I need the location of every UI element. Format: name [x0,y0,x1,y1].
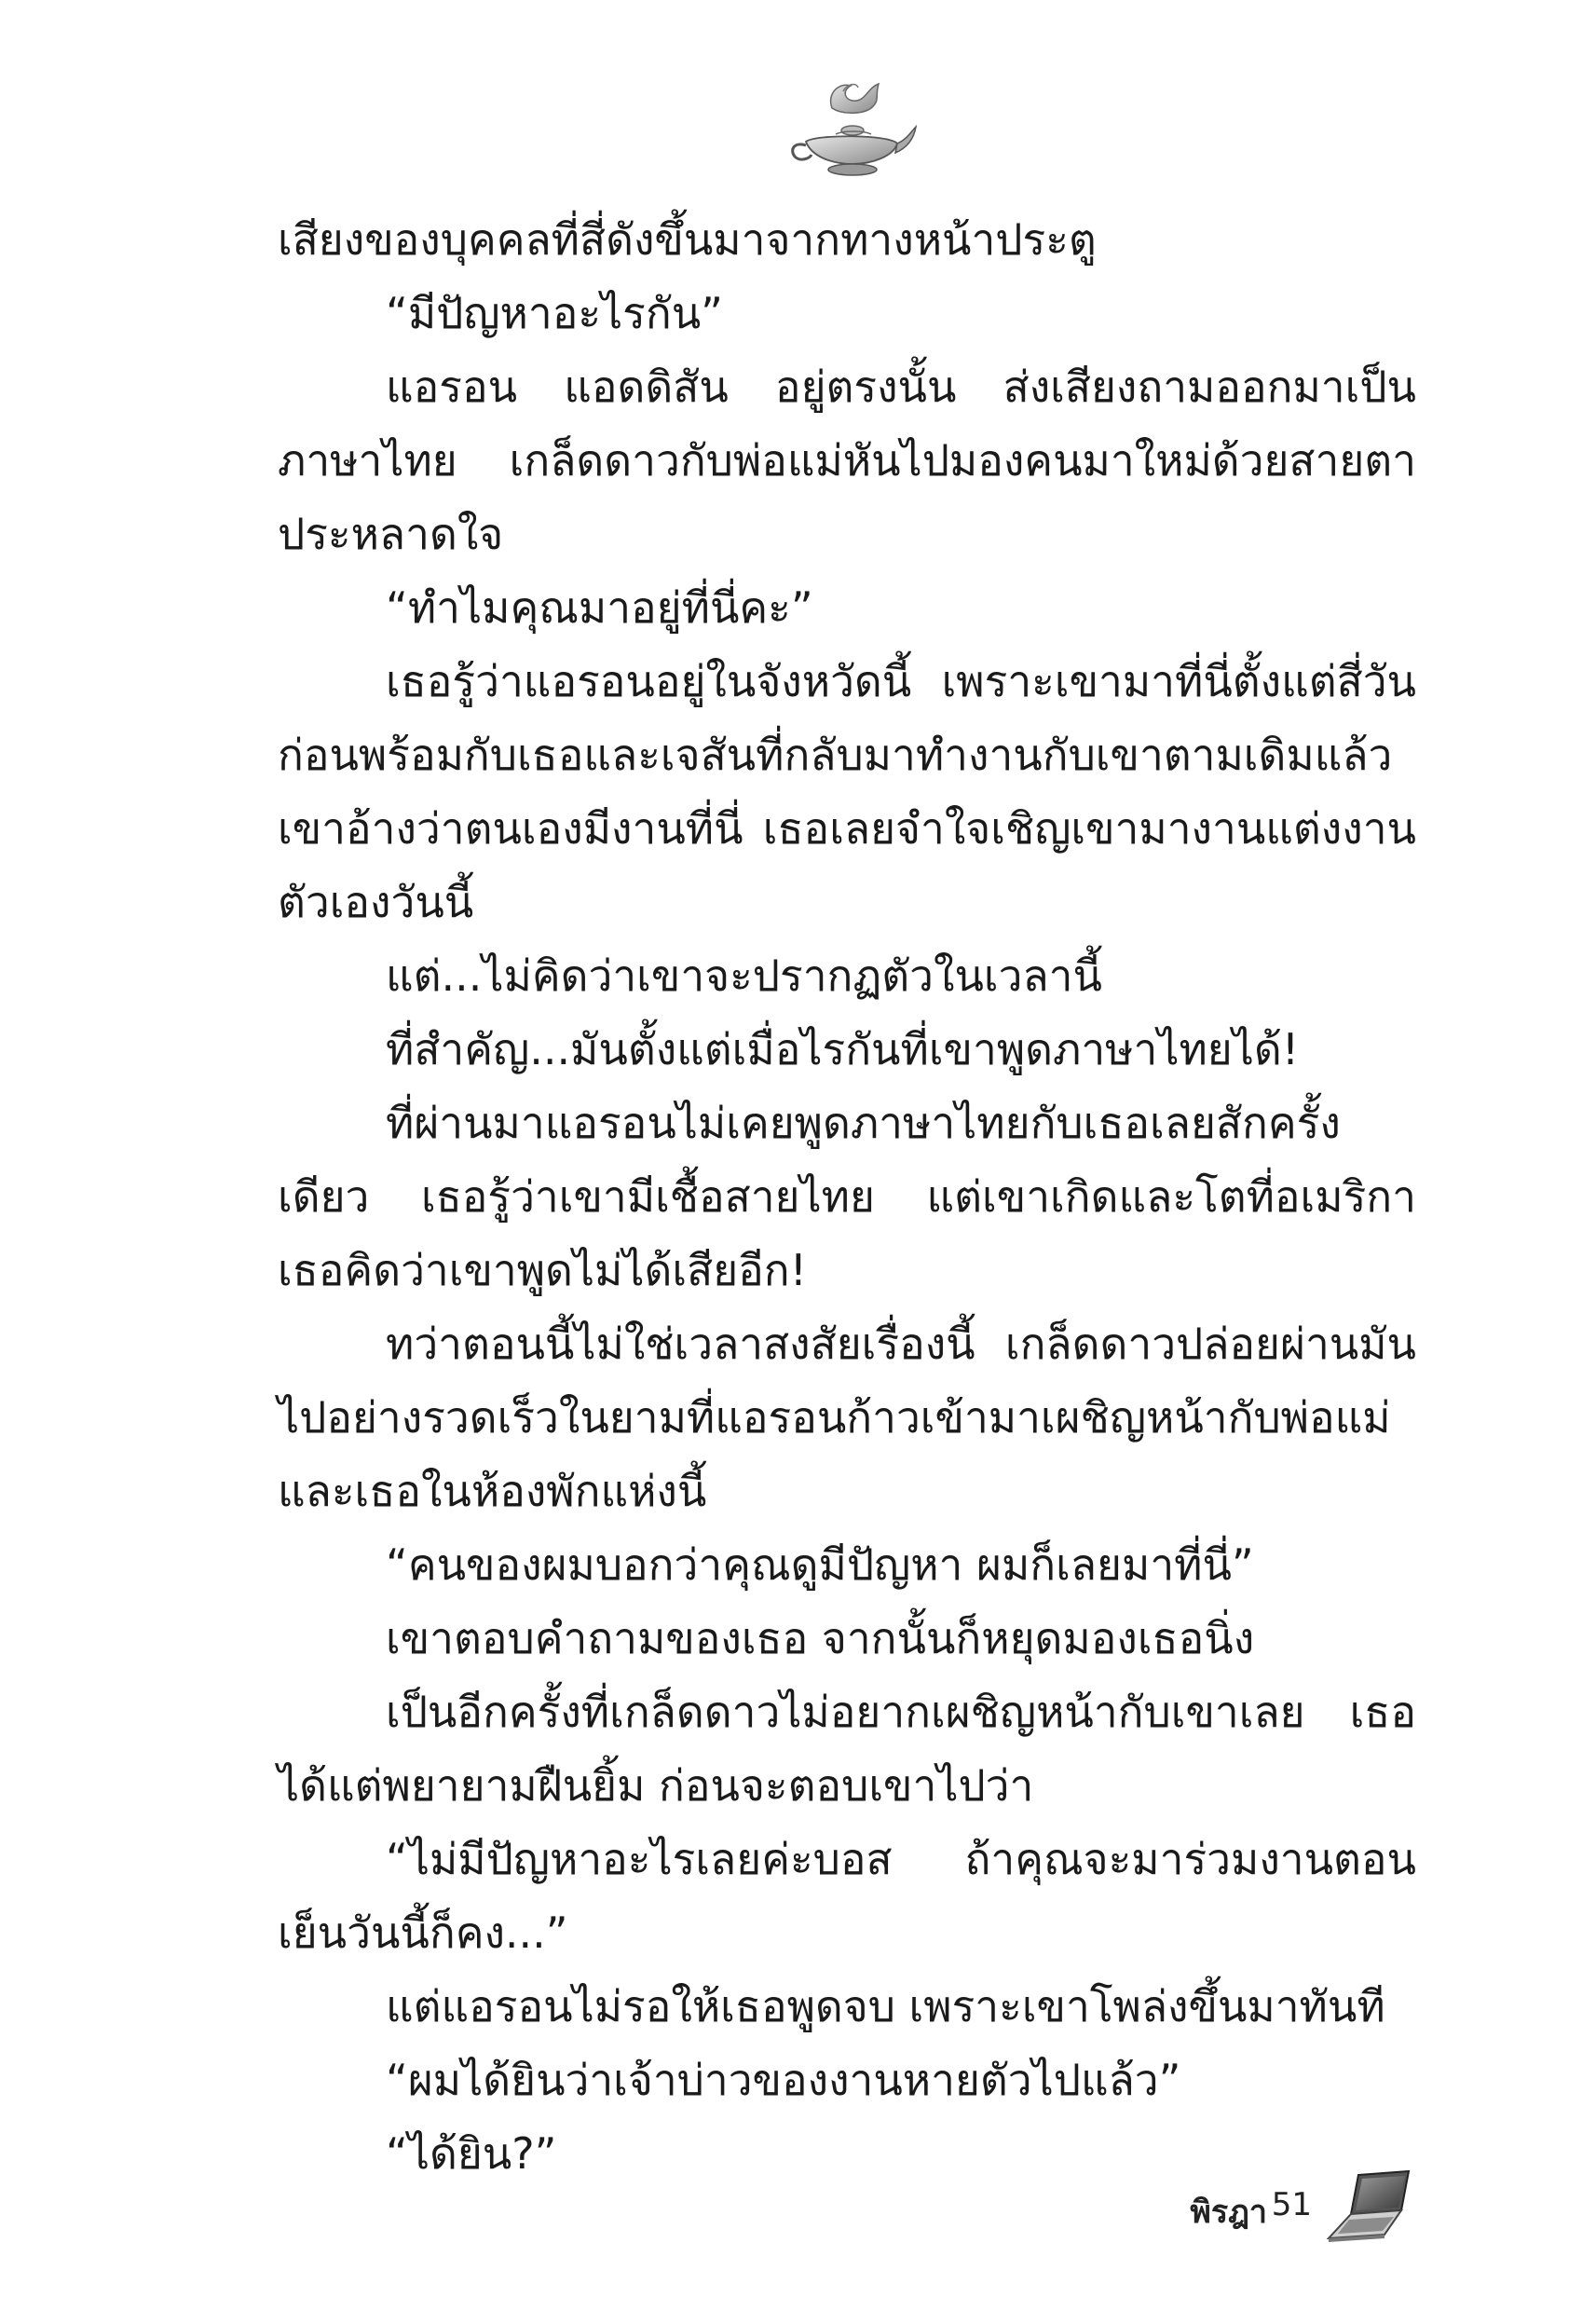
paragraph: เขาตอบคำถามของเธอ จากนั้นก็หยุดมองเธอนิ่ง [386,1613,1255,1663]
genie-lamp-icon [778,73,918,185]
paragraph: “คนของผมบอกว่าคุณดูมีปัญหา ผมก็เลยมาที่นี่” [386,1539,1254,1590]
paragraph: เธอรู้ว่าแอรอนอยู่ในจังหวัดนี้ เพราะเขามาที่นี่ตั้งแต่สี่วันก่อนพร้อมกับเธอและเจสันที่กลับมาทำงานกับเขาตามเดิมแล้ว เขาอ้างว่าตนเองมีงานที่นี่ เธอเลยจำใจเชิญเขามางานแต่งงานตัวเองวันนี้ [278,656,1416,927]
paragraph: “ผมได้ยินว่าเจ้าบ่าวของงานหายตัวไปแล้ว” [386,2055,1181,2105]
author-name: พิรฎา [1190,2194,1267,2231]
paragraph: ที่สำคัญ...มันตั้งแต่เมื่อไรกันที่เขาพูดภาษาไทยได้! [386,1024,1300,1074]
page-footer [1081,2169,1416,2253]
paragraph: ที่ผ่านมาแอรอนไม่เคยพูดภาษาไทยกับเธอเลยสักครั้งเดียว เธอรู้ว่าเขามีเชื้อสายไทย แต่เขาเกิดและโตที่อเมริกา เธอคิดว่าเขาพูดไม่ได้เสียอีก! [278,1098,1416,1295]
body-text [278,203,1416,2191]
paragraph: แต่...ไม่คิดว่าเขาจะปรากฏตัวในเวลานี้ [386,950,1102,1001]
paragraph: “ได้ยิน?” [386,2128,557,2179]
paragraph: เป็นอีกครั้งที่เกล็ดดาวไม่อยากเผชิญหน้ากับเขาเลย เธอได้แต่พยายามฝืนยิ้ม ก่อนจะตอบเขาไปว่า [278,1687,1416,1811]
paragraph: “ทำไมคุณมาอยู่ที่นี่คะ” [386,582,813,633]
paragraph: เสียงของบุคคลที่สี่ดังขึ้นมาจากทางหน้าประตู [278,214,1097,265]
laptop-icon [1323,2169,1416,2244]
paragraph: แอรอน แอดดิสัน อยู่ตรงนั้น ส่งเสียงถามออกมาเป็นภาษาไทย เกล็ดดาวกับพ่อแม่หันไปมองคนมาใหม่ด้วยสายตาประหลาดใจ [278,362,1416,559]
page-number: 51 [1271,2186,1312,2223]
paragraph: แต่แอรอนไม่รอให้เธอพูดจบ เพราะเขาโพล่งขึ้นมาทันที [386,1981,1385,2031]
paragraph: “ไม่มีปัญหาอะไรเลยค่ะบอส ถ้าคุณจะมาร่วมงานตอนเย็นวันนี้ก็คง...” [278,1834,1416,1958]
paragraph: “มีปัญหาอะไรกัน” [386,288,724,338]
paragraph: ทว่าตอนนี้ไม่ใช่เวลาสงสัยเรื่องนี้ เกล็ดดาวปล่อยผ่านมันไปอย่างรวดเร็วในยามที่แอรอนก้าวเข้ามาเผชิญหน้ากับพ่อแม่และเธอในห้องพักแห่งนี้ [278,1319,1416,1516]
